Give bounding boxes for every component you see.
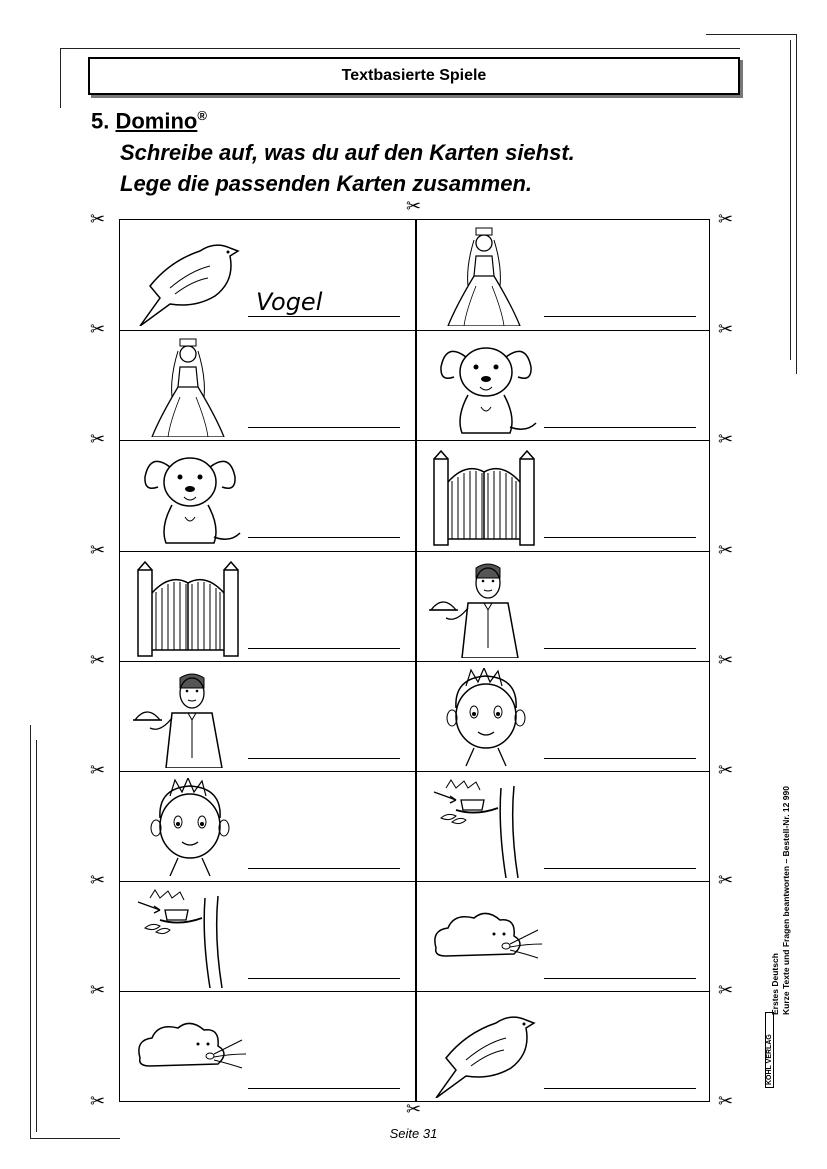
- scissors-icon: ✂: [90, 209, 106, 229]
- answer-line[interactable]: [248, 316, 400, 317]
- scissors-icon: ✂: [90, 539, 106, 560]
- waiter-picture: [426, 558, 546, 658]
- scissors-icon: ✂: [406, 196, 422, 216]
- domino-card-left: [120, 220, 415, 330]
- answer-line[interactable]: [248, 648, 400, 649]
- answer-line[interactable]: [544, 978, 696, 979]
- section-header: [88, 57, 740, 95]
- answer-line[interactable]: [248, 427, 400, 428]
- publisher-logo: [765, 1020, 787, 1090]
- task-title: Domino: [115, 108, 198, 134]
- handwritten-answer: Vogel: [256, 288, 323, 316]
- domino-card-right: [416, 331, 711, 441]
- scissors-icon: ✂: [406, 1099, 422, 1119]
- bird-nest-picture: [426, 778, 546, 878]
- answer-line[interactable]: [248, 758, 400, 759]
- scissors-icon: ✂: [718, 209, 734, 229]
- scissors-icon: ✂: [718, 1090, 734, 1111]
- scissors-icon: ✂: [90, 1090, 106, 1111]
- boy-picture: [130, 778, 250, 878]
- frame-right-line-2: [790, 40, 791, 360]
- frame-left-bottom-line-2: [36, 740, 37, 1132]
- answer-line[interactable]: [248, 978, 400, 979]
- answer-line[interactable]: [248, 537, 400, 538]
- task-number: 5.: [91, 108, 110, 134]
- frame-right-line: [796, 34, 797, 374]
- domino-card-right: [416, 441, 711, 551]
- domino-card-right: [416, 662, 711, 772]
- domino-card-right: [416, 992, 711, 1102]
- bird-nest-picture: [130, 888, 250, 988]
- side-line-2: Kurze Texte und Fragen beantworten – Bestell-Nr. 12 990: [781, 786, 791, 1015]
- scissors-icon: ✂: [718, 870, 734, 891]
- frame-left-bottom-line: [30, 725, 31, 1138]
- frame-top-line: [60, 48, 740, 49]
- domino-card-row: [120, 991, 709, 1101]
- princess-picture: [130, 337, 250, 437]
- scissors-icon: ✂: [718, 760, 734, 780]
- dog-picture: [130, 447, 250, 547]
- instruction-1: Schreibe auf, was du auf den Karten siehst.: [120, 140, 575, 165]
- domino-card-row: [120, 330, 709, 440]
- publisher-name: KOHL VERLAG: [765, 1012, 774, 1088]
- boy-picture: [426, 668, 546, 768]
- domino-card-row: [120, 881, 709, 991]
- scissors-icon: ✂: [718, 649, 734, 670]
- answer-line[interactable]: [544, 648, 696, 649]
- domino-card-left: [120, 882, 415, 992]
- scissors-icon: ✂: [718, 429, 734, 450]
- domino-card-left: [120, 552, 415, 662]
- dog-picture: [426, 337, 546, 437]
- princess-picture: [426, 226, 546, 326]
- scissors-icon: ✂: [90, 649, 106, 670]
- page-number: Seite 31: [389, 1126, 438, 1141]
- scissors-icon: ✂: [718, 319, 734, 340]
- frame-left-line: [60, 48, 61, 108]
- scissors-icon: ✂: [90, 760, 106, 780]
- scissors-icon: ✂: [90, 429, 106, 450]
- answer-line[interactable]: [544, 868, 696, 869]
- side-imprint: [770, 715, 792, 1015]
- domino-card-row: [120, 771, 709, 881]
- answer-line[interactable]: [544, 758, 696, 759]
- answer-line[interactable]: [544, 427, 696, 428]
- bird-picture: [130, 226, 250, 326]
- answer-line[interactable]: [544, 537, 696, 538]
- domino-card-row: [120, 220, 709, 330]
- domino-card-left: [120, 662, 415, 772]
- domino-card-row: [120, 440, 709, 550]
- instruction-2: Lege die passenden Karten zusammen.: [120, 171, 533, 196]
- domino-card-left: [120, 772, 415, 882]
- gate-picture: [426, 447, 546, 547]
- answer-line[interactable]: [544, 1088, 696, 1089]
- side-line-1: Erstes Deutsch: [770, 953, 780, 1015]
- answer-line[interactable]: [248, 1088, 400, 1089]
- answer-line[interactable]: [248, 868, 400, 869]
- domino-card-right: [416, 552, 711, 662]
- domino-card-left: [120, 441, 415, 551]
- domino-card-row: [120, 551, 709, 661]
- scissors-icon: ✂: [718, 980, 734, 1001]
- domino-card-right: [416, 882, 711, 992]
- section-title: Textbasierte Spiele: [341, 67, 487, 84]
- domino-card-right: [416, 220, 711, 330]
- bird-picture: [426, 998, 546, 1098]
- domino-card-row: [120, 661, 709, 771]
- gate-picture: [130, 558, 250, 658]
- scissors-icon: ✂: [90, 319, 106, 340]
- wind-cloud-picture: [426, 888, 546, 988]
- scissors-icon: ✂: [90, 980, 106, 1001]
- scissors-icon: ✂: [90, 870, 106, 891]
- answer-line[interactable]: [544, 316, 696, 317]
- domino-grid: [119, 219, 710, 1102]
- domino-card-left: [120, 992, 415, 1102]
- task-heading: [91, 108, 207, 134]
- trademark-sign: ®: [197, 108, 207, 123]
- scissors-icon: ✂: [718, 539, 734, 560]
- wind-cloud-picture: [130, 998, 250, 1098]
- domino-card-left: [120, 331, 415, 441]
- domino-card-right: [416, 772, 711, 882]
- waiter-picture: [130, 668, 250, 768]
- frame-right-top-line: [706, 34, 796, 35]
